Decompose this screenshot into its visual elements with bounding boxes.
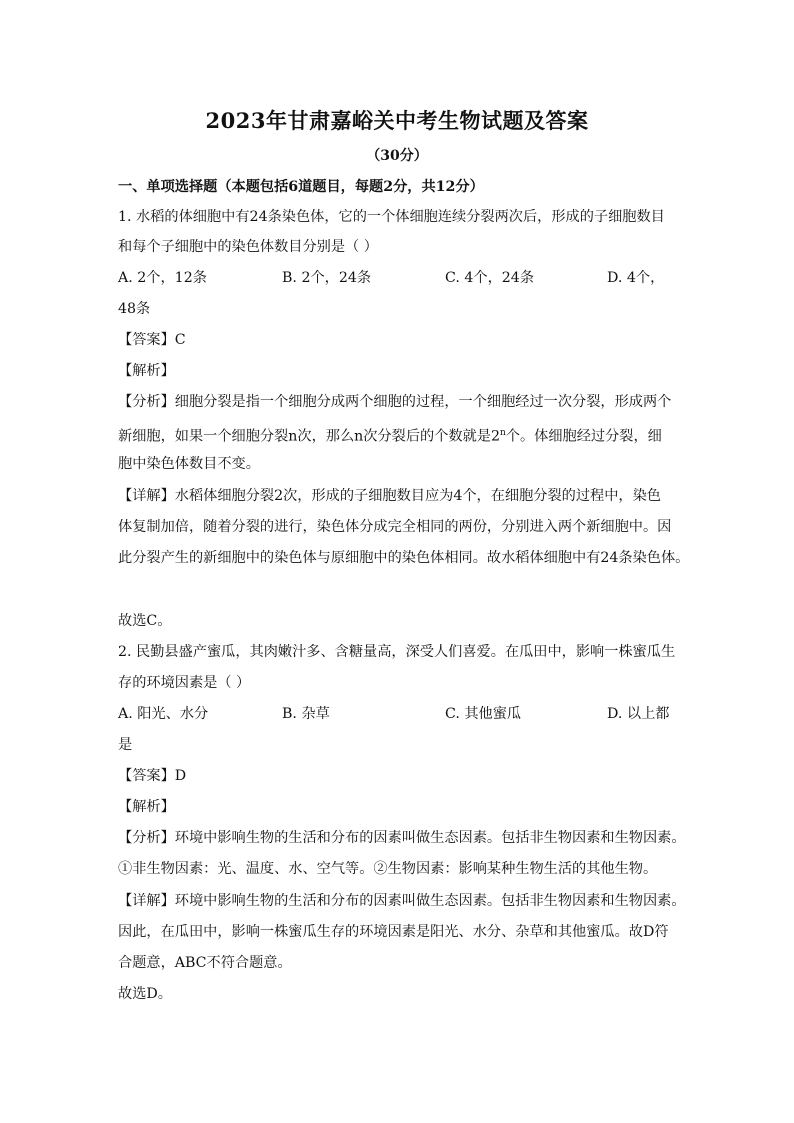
q1-detail-line2: 体复制加倍，随着分裂的进行，染色体分成完全相同的两份，分别进入两个新细胞中。因 — [118, 519, 672, 535]
q1-analysis-line2-sup: n — [500, 428, 506, 438]
q1-option-b: B. 2个，24条 — [282, 270, 372, 286]
q1-detail-line3: 此分裂产生的新细胞中的染色体与原细胞中的染色体相同。故水稻体细胞中有24条染色体。 — [118, 550, 690, 566]
q1-option-a: A. 2个，12条 — [118, 270, 207, 286]
q2-detail-line2: 因此，在瓜田中，影响一株蜜瓜生存的环境因素是阳光、水分、杂草和其他蜜瓜。故D符 — [118, 924, 669, 940]
q1-stem-line2: 和每个子细胞中的染色体数目分别是（ ） — [118, 239, 378, 255]
q2-choice: 故选D。 — [118, 986, 172, 1002]
q2-detail-line1: 【详解】环境中影响生物的生活和分布的因素叫做生态因素。包括非生物因素和生物因素。 — [118, 893, 686, 909]
q1-analysis-line2-post: 个。体细胞经过分裂，细 — [505, 428, 662, 445]
q2-option-b: B. 杂草 — [282, 706, 330, 722]
q2-option-d: D. 以上都 — [607, 706, 670, 722]
q2-stem-line1: 2. 民勤县盛产蜜瓜，其肉嫩汁多、含糖量高，深受人们喜爱。在瓜田中，影响一株蜜瓜生 — [118, 644, 676, 660]
q2-stem-line2: 存的环境因素是（ ） — [118, 675, 251, 691]
section-heading: 一、单项选择题（本题包括6道题目，每题2分，共12分） — [118, 179, 484, 195]
q1-choice: 故选C。 — [118, 613, 172, 629]
q1-analysis-line2-pre: 新细胞，如果一个细胞分裂n次，那么n次分裂后的个数就是2 — [118, 428, 500, 445]
q1-option-d: D. 4个， — [607, 270, 665, 286]
q2-analysis-label: 【解析】 — [118, 799, 175, 815]
q1-analysis-line3: 胞中染色体数目不变。 — [118, 456, 260, 472]
q2-option-a: A. 阳光、水分 — [118, 706, 209, 722]
q2-answer: 【答案】D — [118, 768, 187, 784]
q1-option-d-continued: 48条 — [118, 301, 151, 317]
q1-detail-line1: 【详解】水稻体细胞分裂2次，形成的子细胞数目应为4个，在细胞分裂的过程中，染色 — [118, 488, 661, 504]
q2-option-d-continued: 是 — [118, 737, 133, 753]
q1-stem-line1: 1. 水稻的体细胞中有24条染色体，它的一个体细胞连续分裂两次后，形成的子细胞数目 — [118, 209, 665, 225]
q1-analysis-line1: 【分析】细胞分裂是指一个细胞分成两个细胞的过程，一个细胞经过一次分裂，形成两个 — [118, 394, 672, 410]
q2-option-c: C. 其他蜜瓜 — [445, 706, 522, 722]
document-title: 2023年甘肃嘉峪关中考生物试题及答案 — [205, 108, 589, 133]
q2-analysis-line2: ①非生物因素：光、温度、水、空气等。②生物因素：影响某种生物生活的其他生物。 — [118, 861, 658, 877]
q1-answer: 【答案】C — [118, 332, 186, 348]
q1-option-c: C. 4个，24条 — [445, 270, 535, 286]
document-subtitle: （30分） — [366, 148, 428, 164]
q1-analysis-label: 【解析】 — [118, 363, 175, 379]
q2-detail-line3: 合题意，ABC不符合题意。 — [118, 955, 292, 971]
q2-analysis-line1: 【分析】环境中影响生物的生活和分布的因素叫做生态因素。包括非生物因素和生物因素。 — [118, 830, 686, 846]
q1-analysis-line2 — [118, 423, 662, 447]
